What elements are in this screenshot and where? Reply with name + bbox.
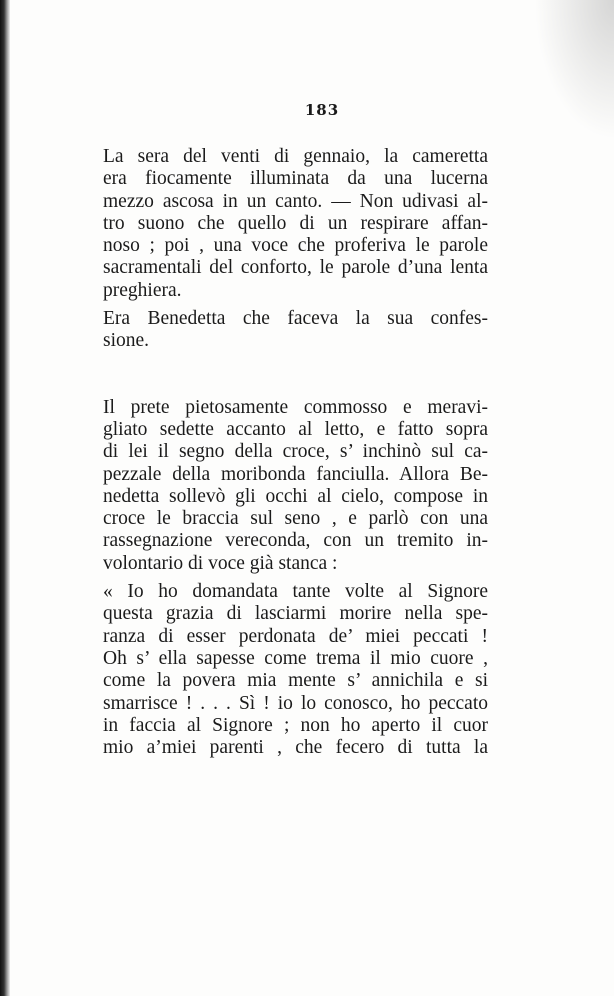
text-line: sacramentali del conforto, le parole d’una lenta xyxy=(103,257,488,279)
text-line: smarrisce ! . . . Sì ! io lo conosco, ho peccato xyxy=(103,692,488,714)
text-line: Oh s’ ella sapesse come trema il mio cuore , xyxy=(103,647,488,669)
text-line: mezzo ascosa in un canto. — Non udivasi al- xyxy=(103,190,488,212)
text-line: La sera del venti di gennaio, la cameretta xyxy=(103,146,488,167)
text-line: Era Benedetta che faceva la sua confes- xyxy=(103,308,488,330)
paragraph-2 xyxy=(103,308,488,353)
paragraph-1 xyxy=(103,146,488,302)
text-line: tro suono che quello di un respirare affan- xyxy=(103,212,488,234)
text-line: sione. xyxy=(103,330,150,352)
page-stain xyxy=(534,0,614,140)
page-number: 183 xyxy=(304,101,340,119)
text-line: « Io ho domandata tante volte al Signore xyxy=(103,581,488,603)
text-line: volontario di voce già stanca : xyxy=(103,552,338,574)
paragraph-3 xyxy=(103,397,488,575)
text-line: questa grazia di lasciarmi morire nella spe- xyxy=(103,603,488,625)
text-line: preghiera. xyxy=(103,279,182,301)
text-line: gliato sedette accanto al letto, e fatto sopra xyxy=(103,418,488,440)
text-line: mio a’miei parenti , che fecero di tutta la xyxy=(103,737,488,759)
body-text xyxy=(103,146,488,759)
text-line: croce le braccia sul seno , e parlò con una xyxy=(103,508,488,530)
text-line: in faccia al Signore ; non ho aperto il cuor xyxy=(103,714,488,736)
text-line: nedetta sollevò gli occhi al cielo, compose in xyxy=(103,485,488,507)
text-line: come la povera mia mente s’ annichila e si xyxy=(103,670,488,692)
text-line: pezzale della moribonda fanciulla. Allora Be- xyxy=(103,463,488,485)
text-line: rassegnazione vereconda, con un tremito in- xyxy=(103,530,488,552)
text-line: era fiocamente illuminata da una lucerna xyxy=(103,168,488,190)
text-line: di lei il segno della croce, s’ inchinò sul ca- xyxy=(103,441,488,463)
book-spine-shadow xyxy=(0,0,10,996)
text-line: ranza di esser perdonata de’ miei peccati ! xyxy=(103,625,488,647)
paragraph-4 xyxy=(103,581,488,759)
text-line: noso ; poi , una voce che proferiva le parole xyxy=(103,235,488,257)
text-line: Il prete pietosamente commosso e meravi- xyxy=(103,396,488,418)
